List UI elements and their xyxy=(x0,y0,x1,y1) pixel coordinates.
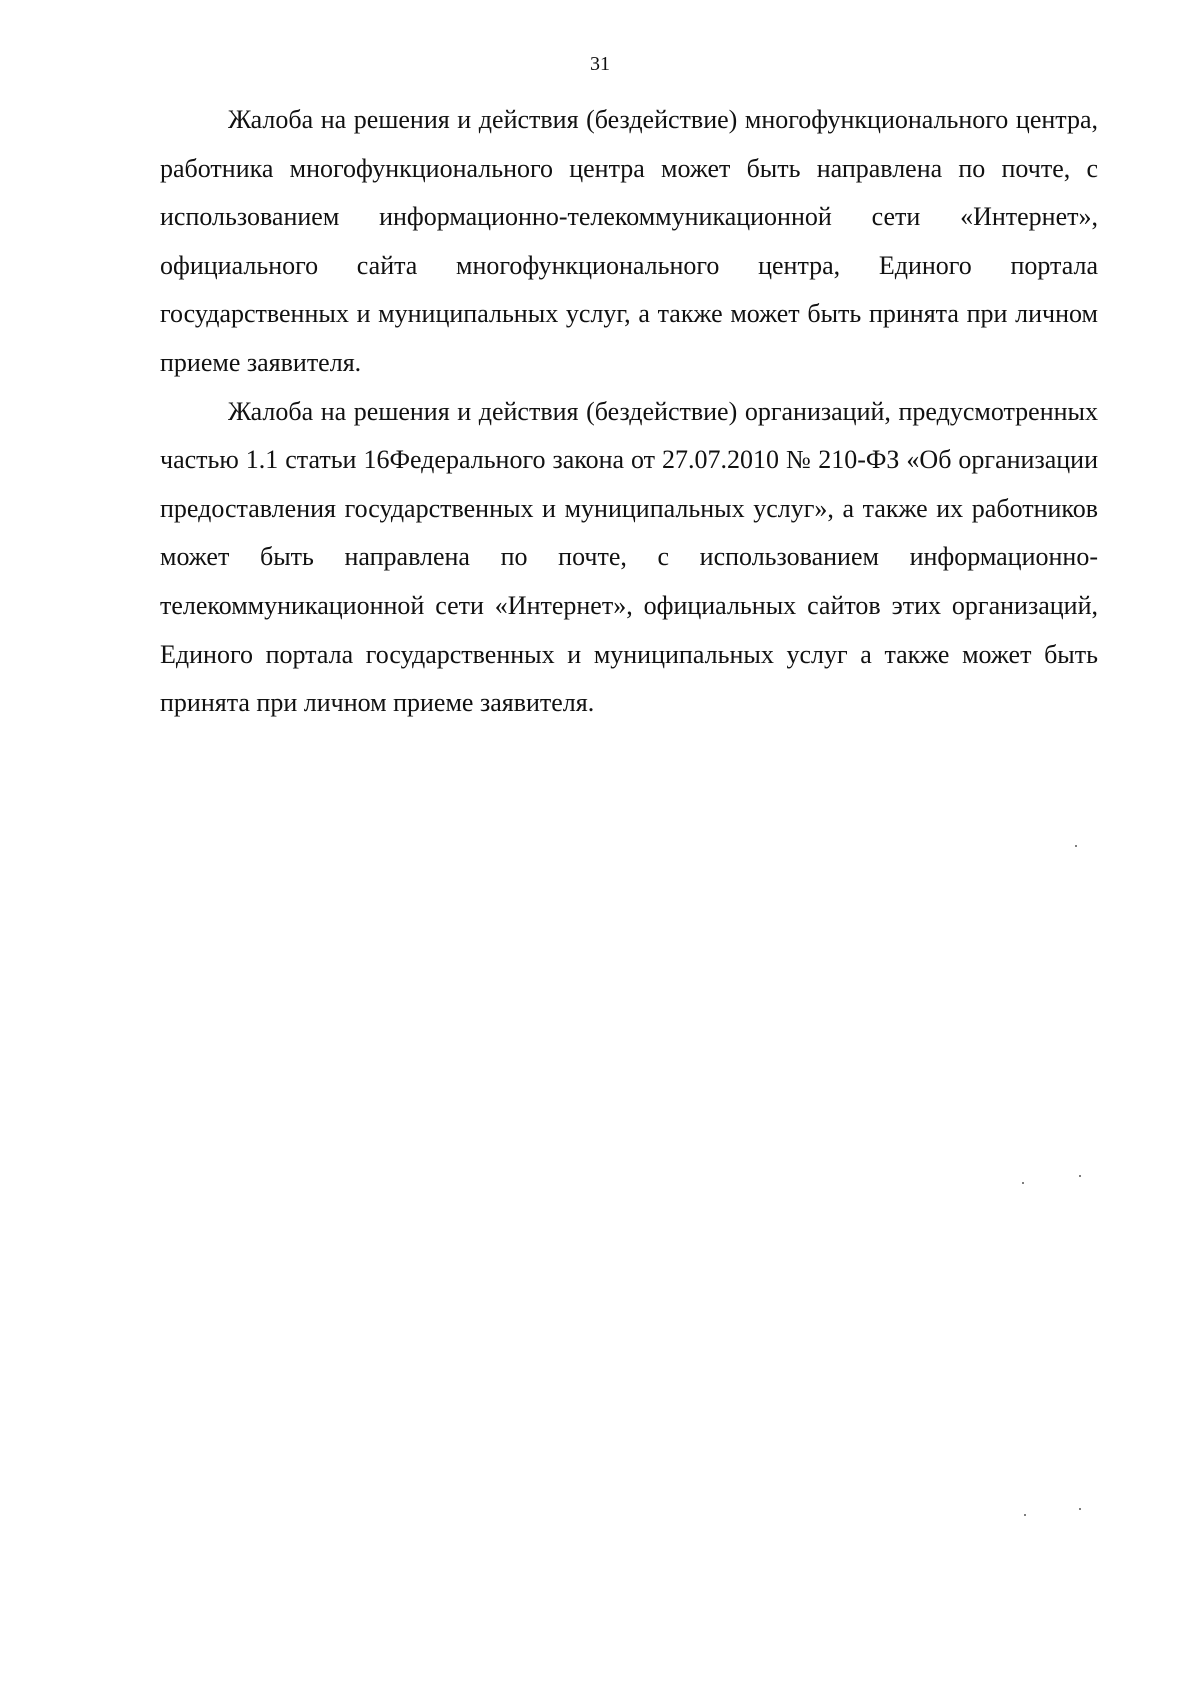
scan-speck xyxy=(1022,1182,1024,1184)
paragraph-mfc-complaint: Жалоба на решения и действия (бездействие) многофункционального центра, работника многофункционального центра может быть направлена по почте, с использованием информационно-телекоммуникационной сети «Интернет», официального сайта многофункционального центра, Единого портала государственных и муниципальных услуг, а также может быть принята при личном приеме заявителя. xyxy=(160,105,1098,377)
scan-speck xyxy=(1024,1514,1026,1516)
document-body xyxy=(160,96,1098,728)
page-number: 31 xyxy=(590,53,610,75)
scan-speck xyxy=(1075,845,1077,847)
paragraph-organization-complaint: Жалоба на решения и действия (бездействие) организаций, предусмотренных частью 1.1 статьи 16Федерального закона от 27.07.2010 № 210-ФЗ «Об организации предоставления государственных и муниципальных услуг», а также их работников может быть направлена по почте, с использованием информационно-телекоммуникационной сети «Интернет», официальных сайтов этих организаций, Единого портала государственных и муниципальных услуг а также может быть принята при личном приеме заявителя. xyxy=(160,396,1098,718)
scan-speck xyxy=(1079,1175,1081,1177)
scan-speck xyxy=(1079,1508,1081,1510)
